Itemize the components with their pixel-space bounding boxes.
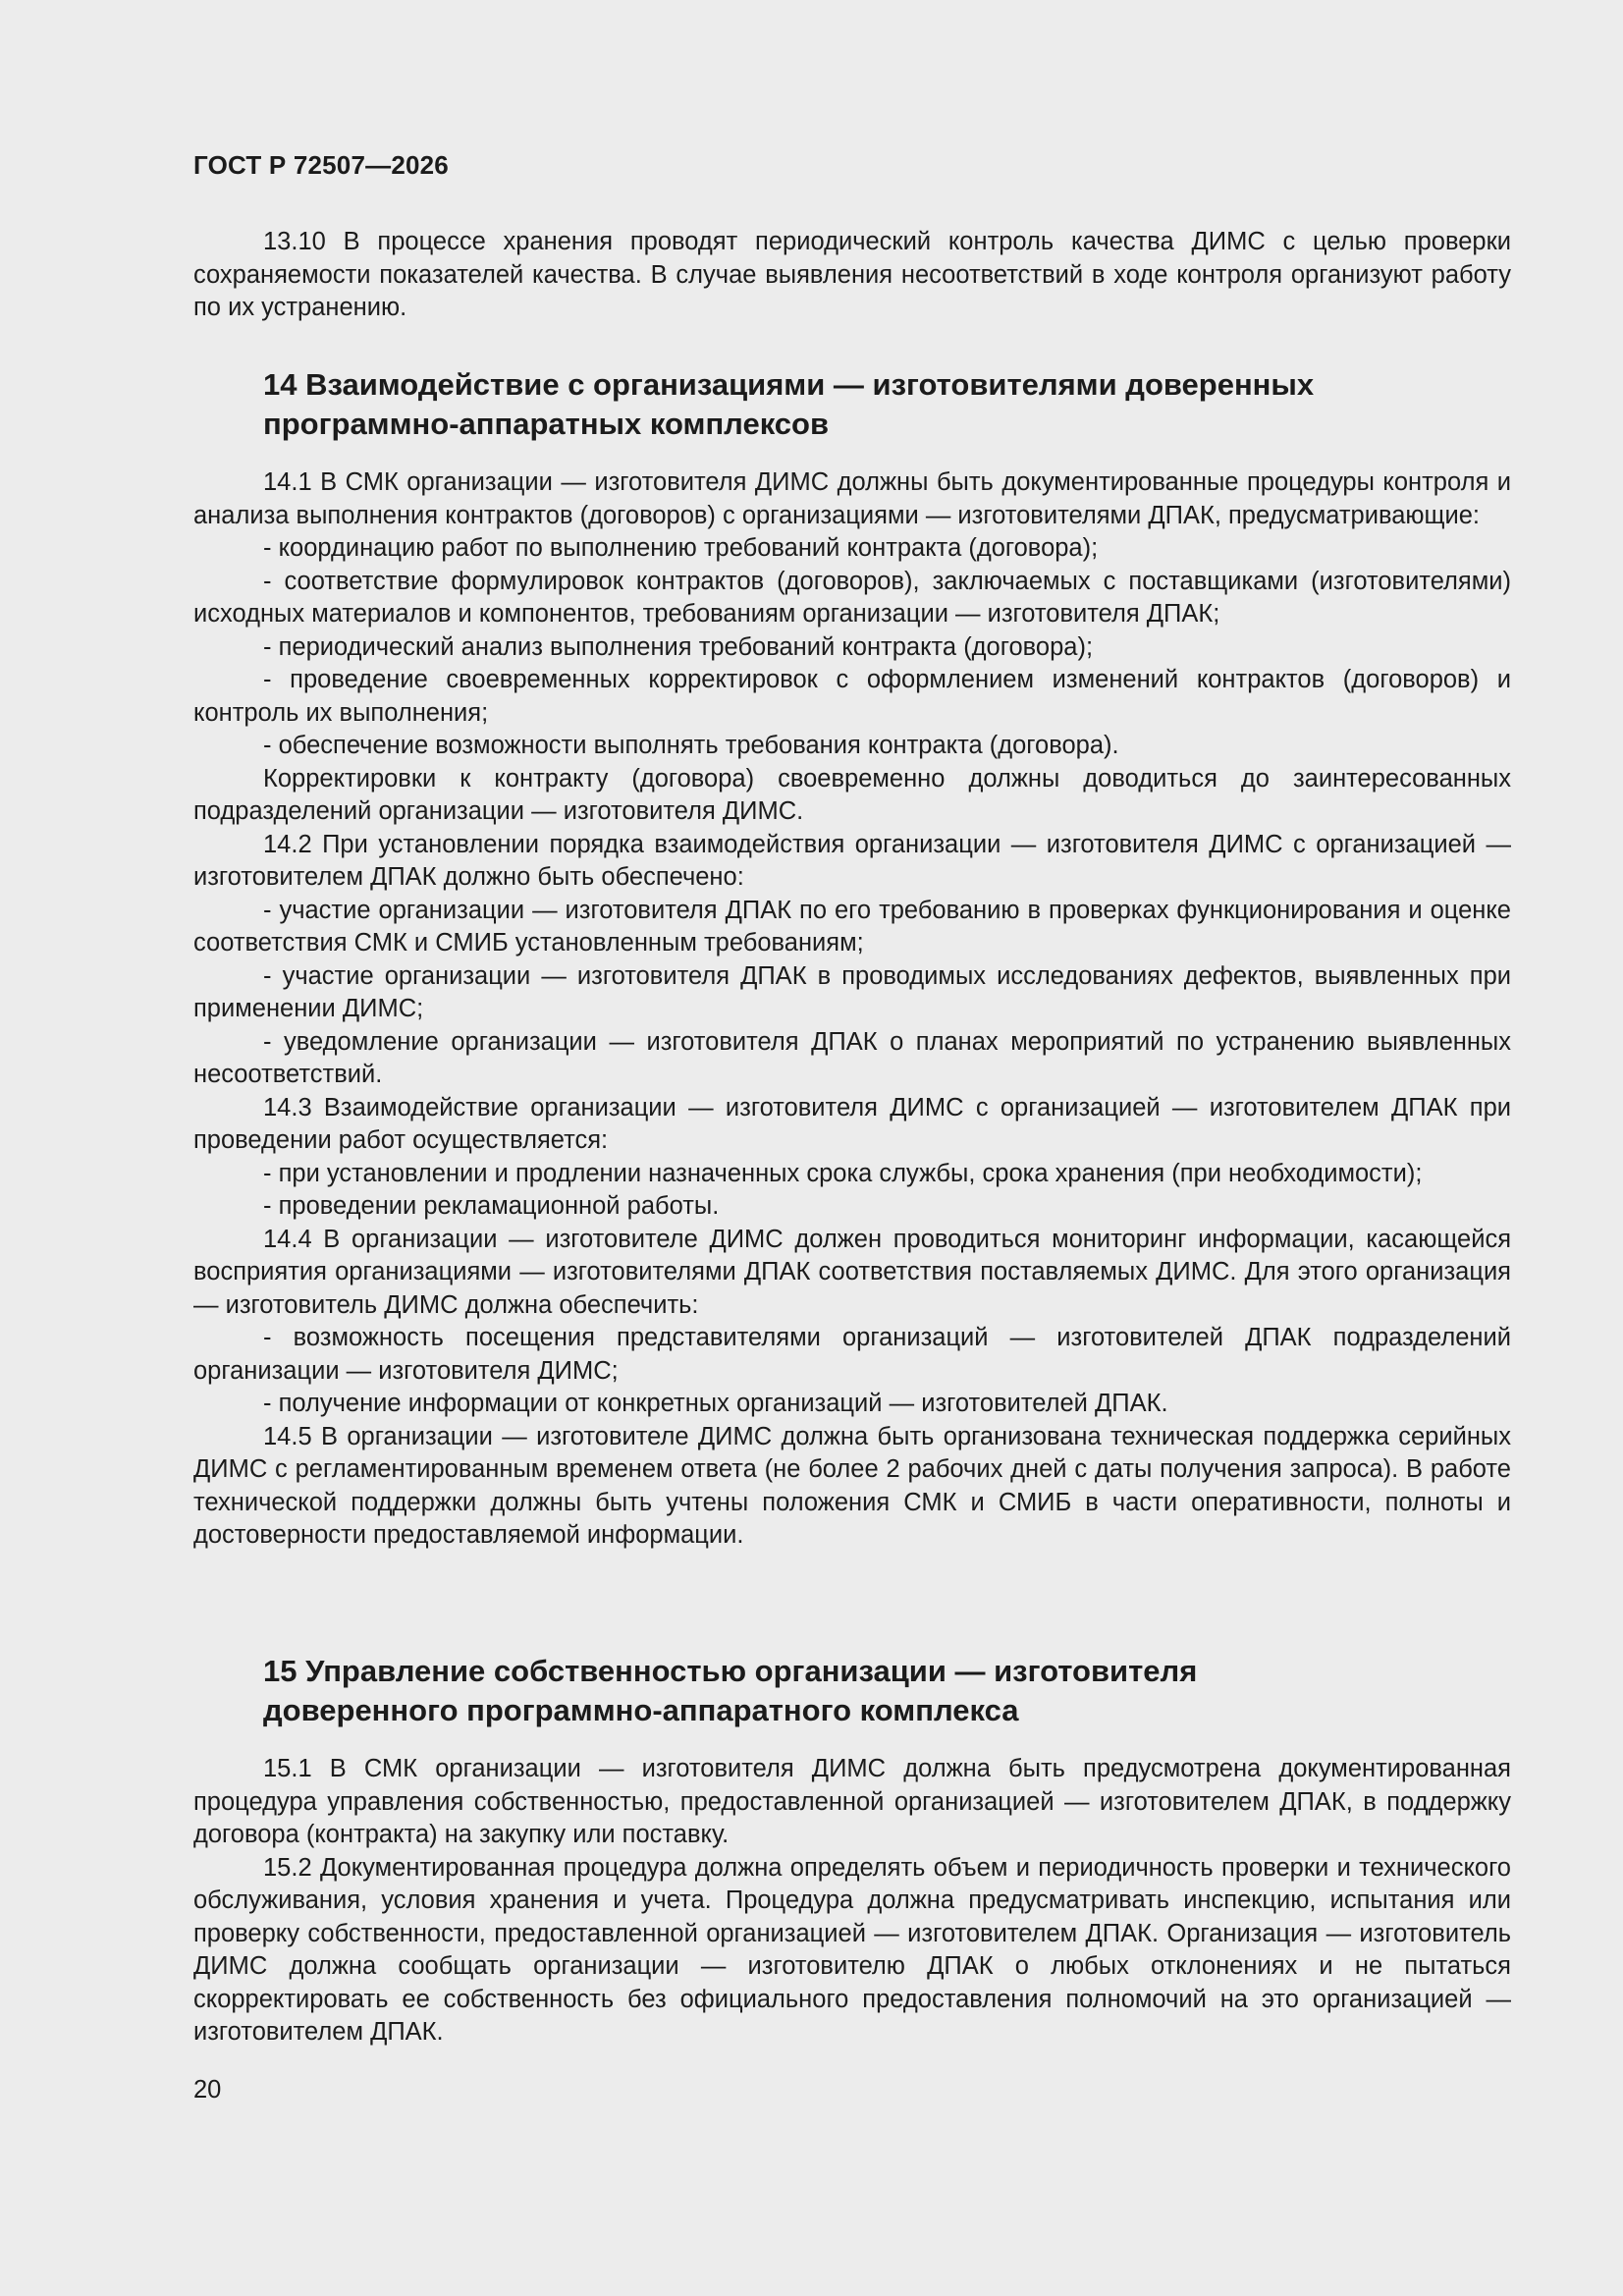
paragraph-14-3: 14.3 Взаимодействие организации — изготовителя ДИМС с организацией — изготовителем ДПАК при проведении работ осуществляется: (193, 1093, 1511, 1154)
list-item: - проведении рекламационной работы. (263, 1192, 720, 1220)
section-15-title-line-1: 15 Управление собственностью организации — изготовителя (263, 1654, 1198, 1688)
paragraph-14-1-note: Корректировки к контракту (договора) своевременно должны доводиться до заинтересованных подразделений организации — изготовителя ДИМС. (193, 764, 1511, 825)
list-item: - участие организации — изготовителя ДПАК в проводимых исследованиях дефектов, выявленных при применении ДИМС; (193, 961, 1511, 1022)
section-13-tail (193, 226, 1511, 325)
section-15-heading (193, 1652, 1511, 1730)
list-item: - возможность посещения представителями организаций — изготовителей ДПАК подразделений организации — изготовителя ДИМС; (193, 1324, 1511, 1385)
list-item: - соответствие формулировок контрактов (договоров), заключаемых с поставщиками (изготовителями) исходных материалов и компонентов, требованиям организации — изготовителя ДПАК; (193, 567, 1511, 628)
list-item: - уведомление организации — изготовителя ДПАК о планах мероприятий по устранению выявленных несоответствий. (193, 1027, 1511, 1088)
page-number: 20 (193, 2076, 222, 2104)
paragraph-14-4: 14.4 В организации — изготовителе ДИМС должен проводиться мониторинг информации, касающейся восприятия организациями — изготовителями ДПАК соответствия поставляемых ДИМС. Для этого организация — изготовитель ДИМС должна обеспечить: (193, 1225, 1511, 1319)
list-item: - проведение своевременных корректировок с оформлением изменений контрактов (договоров) и контроль их выполнения; (193, 666, 1511, 727)
list-item: - координацию работ по выполнению требований контракта (договора); (263, 534, 1099, 562)
list-item: - получение информации от конкретных организаций — изготовителей ДПАК. (263, 1390, 1168, 1417)
list-item: - участие организации — изготовителя ДПАК по его требованию в проверках функционирования и оценке соответствия СМК и СМИБ установленным требованиям; (193, 896, 1511, 957)
section-14-title-line-2: программно-аппаратных комплексов (263, 407, 830, 441)
list-item: - при установлении и продлении назначенных срока службы, срока хранения (при необходимости); (263, 1159, 1423, 1187)
list-item: - периодический анализ выполнения требований контракта (договора); (263, 632, 1094, 661)
paragraph-13-10: 13.10 В процессе хранения проводят периодический контроль качества ДИМС с целью проверки сохраняемости показателей качества. В случае выявления несоответствий в ходе контроля организуют работу по их устранению. (193, 228, 1511, 321)
section-15-body (193, 1753, 1511, 2050)
paragraph-14-2: 14.2 При установлении порядка взаимодействия организации — изготовителя ДИМС с организацией — изготовителем ДПАК должно быть обеспечено: (193, 830, 1511, 891)
document-header: ГОСТ Р 72507—2026 (193, 150, 449, 180)
paragraph-14-1: 14.1 В СМК организации — изготовителя ДИМС должны быть документированные процедуры контроля и анализа выполнения контрактов (договоров) с организациями — изготовителями ДПАК, предусматривающие: (193, 468, 1511, 529)
section-14-title-line-1: 14 Взаимодействие с организациями — изготовителями доверенных (263, 367, 1315, 402)
paragraph-14-5: 14.5 В организации — изготовителе ДИМС должна быть организована техническая поддержка серийных ДИМС с регламентированным временем ответа (не более 2 рабочих дней с даты получения запроса). В работе технической поддержки должны быть учтены положения СМК и СМИБ в части оперативности, полноты и достоверности предоставляемой информации. (193, 1422, 1511, 1549)
section-14-body (193, 466, 1511, 1553)
section-14-heading (193, 365, 1511, 444)
paragraph-15-1: 15.1 В СМК организации — изготовителя ДИМС должна быть предусмотрена документированная процедура управления собственностью, предоставленной организацией — изготовителем ДПАК, в поддержку договора (контракта) на закупку или поставку. (193, 1755, 1511, 1848)
section-15-title-line-2: доверенного программно-аппаратного комплекса (263, 1693, 1019, 1727)
list-item: - обеспечение возможности выполнять требования контракта (договора). (263, 732, 1119, 759)
paragraph-15-2: 15.2 Документированная процедура должна определять объем и периодичность проверки и технического обслуживания, условия хранения и учета. Процедура должна предусматривать инспекцию, испытания или проверку собственности, предоставленной организацией — изготовителем ДПАК. Организация — изготовитель ДИМС должна сообщать организации — изготовителю ДПАК о любых отклонениях и не пытаться скорректировать ее собственность без официального предоставления полномочий на это организацией — изготовителем ДПАК. (193, 1853, 1511, 2046)
